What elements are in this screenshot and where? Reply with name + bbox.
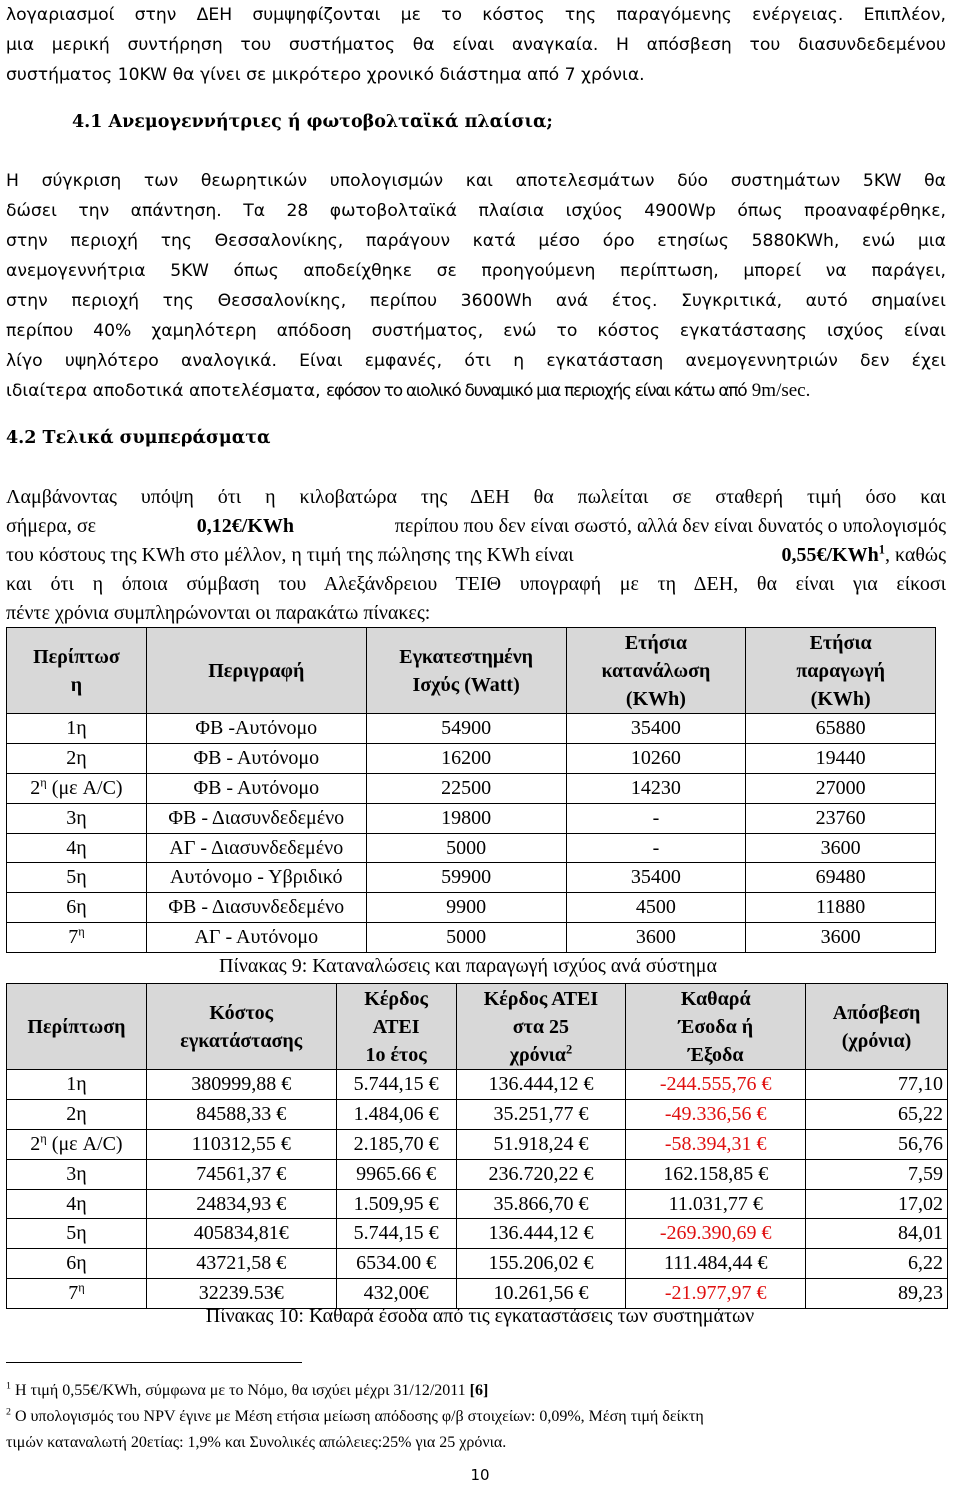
t9-power: 54900 — [366, 714, 566, 744]
table-row — [7, 1249, 948, 1279]
t10-net: 111.484,44 € — [626, 1249, 806, 1279]
t9-cons: 14230 — [566, 773, 746, 803]
table-row — [7, 1070, 948, 1100]
t9-cons: 10260 — [566, 743, 746, 773]
t9-case: 2η — [7, 743, 147, 773]
t9-power: 19800 — [366, 803, 566, 833]
table-row — [7, 1189, 948, 1219]
t10-gain1: 6534.00 € — [336, 1249, 456, 1279]
t9-power: 5000 — [366, 923, 566, 953]
t10-cost: 110312,55 € — [146, 1129, 336, 1159]
t9-cons: 35400 — [566, 863, 746, 893]
t9-case: 1η — [7, 714, 147, 744]
t10-payback: 89,23 — [806, 1279, 948, 1309]
t9-case: 3η — [7, 803, 147, 833]
t9-desc: ΦΒ -Αυτόνομο — [146, 714, 366, 744]
s41-line-6: περίπου 40% χαμηλότερη απόδοση συστήματος, ενώ το κόστος εγκατάστασης ισχύος είναι — [6, 321, 946, 341]
table-row — [7, 923, 936, 953]
s42-line-4: και ότι η όποια σύμβαση του Αλεξάνδρειου ΤΕΙΘ υπογραφή με τη ΔΕΗ, θα είναι για είκοσι — [6, 573, 946, 595]
table-9-caption: Πίνακας 9: Καταναλώσεις και παραγωγή ισχύος ανά σύστημα — [219, 955, 717, 977]
t9-desc: ΑΓ - Αυτόνομο — [146, 923, 366, 953]
t10-case: $7^\eta$ — [7, 1279, 147, 1309]
t10-case: 2η — [7, 1099, 147, 1129]
footnote-1-ref: [6] — [469, 1382, 489, 1399]
t9-prod: 3600 — [746, 833, 936, 863]
t9-prod: 65880 — [746, 714, 936, 744]
t9-prod: 69480 — [746, 863, 936, 893]
s42-line-5: πέντε χρόνια συμπληρώνονται οι παρακάτω πίνακες: — [6, 602, 431, 624]
section-42-number: 4.2 — [6, 428, 37, 448]
t10-gain25: 35.251,77 € — [456, 1099, 626, 1129]
section-42-title: Τελικά συμπεράσματα — [42, 428, 271, 448]
s41-line-5: στην περιοχή της Θεσσαλονίκης, περίπου 3600Wh ανά έτος. Συγκριτικά, αυτό σημαίνει — [6, 291, 946, 311]
t9-desc: ΦΒ - Αυτόνομο — [146, 773, 366, 803]
t10-case: $2^\eta$ (με A/C) — [7, 1129, 147, 1159]
s41-line-8b: εφόσον το αιολικό δυναμικό μια περιοχής είναι κάτω από — [326, 381, 747, 401]
t10-cost: 84588,33 € — [146, 1099, 336, 1129]
t10-gain1: 9965.66 € — [336, 1159, 456, 1189]
t10-head-payback: Απόσβεση (χρόνια) — [806, 984, 948, 1070]
t10-case: 1η — [7, 1070, 147, 1100]
t10-head-gain-1: Κέρδος ΑΤΕΙ 1ο έτος — [336, 984, 456, 1070]
t10-payback: 65,22 — [806, 1099, 948, 1129]
t9-head-consumption: Ετήσια κατανάλωση (KWh) — [566, 628, 746, 714]
t10-case: 5η — [7, 1219, 147, 1249]
section-41-title: Ανεμογεννήτριες ή φωτοβολταϊκά πλαίσια; — [108, 112, 553, 132]
table-row — [7, 1129, 948, 1159]
t10-gain25: 155.206,02 € — [456, 1249, 626, 1279]
section-42-body — [6, 483, 946, 628]
t10-payback: 77,10 — [806, 1070, 948, 1100]
s42-line-2c: περίπου που δεν είναι σωστό, αλλά δεν είναι δυνατός ο υπολογισμός — [394, 515, 946, 537]
s42-line-3 — [6, 541, 946, 570]
table-10 — [6, 983, 948, 1309]
t10-net: -58.394,31 € — [626, 1129, 806, 1159]
section-41-heading — [72, 112, 960, 132]
s41-line-2: δώσει την απάντηση. Τα 28 φωτοβολταϊκά πλαίσια ισχύος 4900Wp όπως προαναφέρθηκε, — [6, 201, 946, 221]
footnote-divider — [6, 1362, 302, 1363]
t9-cons: 35400 — [566, 714, 746, 744]
t9-head-case: Περίπτωσ η — [7, 628, 147, 714]
t10-gain25: 236.720,22 € — [456, 1159, 626, 1189]
t10-net: -244.555,76 € — [626, 1070, 806, 1100]
t10-payback: 84,01 — [806, 1219, 948, 1249]
t9-cons: - — [566, 833, 746, 863]
s41-line-8a: ιδιαίτερα αποδοτικά αποτελέσματα, — [6, 381, 321, 401]
footnote-1-mark: 1 — [6, 1380, 11, 1392]
t9-prod: 19440 — [746, 743, 936, 773]
footnote-2-mark: 2 — [6, 1406, 11, 1418]
t10-case: 6η — [7, 1249, 147, 1279]
table-row — [7, 1159, 948, 1189]
table-row — [7, 893, 936, 923]
t9-prod: 27000 — [746, 773, 936, 803]
t10-cost: 405834,81€ — [146, 1219, 336, 1249]
table-row — [7, 803, 936, 833]
s41-line-1: Η σύγκριση των θεωρητικών υπολογισμών και αποτελεσμάτων δύο συστημάτων 5KW θα — [6, 171, 946, 191]
section-41-body — [6, 166, 946, 406]
s42-line-3a: του κόστους της KWh στο μέλλον, η τιμή της πώλησης της KWh είναι — [6, 544, 574, 566]
t9-case: 6η — [7, 893, 147, 923]
s41-line-7: λίγο υψηλότερο αναλογικά. Είναι εμφανές, ότι η εγκατάσταση ανεμογεννητριών δεν έχει — [6, 351, 946, 371]
t9-prod: 23760 — [746, 803, 936, 833]
table-row — [7, 1099, 948, 1129]
t9-case: 5η — [7, 863, 147, 893]
table-row — [7, 714, 936, 744]
t10-head-cost: Κόστος εγκατάστασης — [146, 984, 336, 1070]
price-055-wrap — [782, 541, 947, 570]
t10-gain1: 2.185,70 € — [336, 1129, 456, 1159]
s41-line-4: ανεμογεννήτρια 5KW όπως αποδείχθηκε σε προηγούμενη περίπτωση, μπορεί να παράγει, — [6, 261, 946, 281]
t9-case: $7^\eta$ — [7, 923, 147, 953]
t10-gain1: 432,00€ — [336, 1279, 456, 1309]
table-row — [7, 833, 936, 863]
t9-head-power: Εγκατεστημένη Ισχύς (Watt) — [366, 628, 566, 714]
t10-payback: 6,22 — [806, 1249, 948, 1279]
t10-body — [7, 1070, 948, 1309]
t10-cost: 43721,58 € — [146, 1249, 336, 1279]
t9-desc: Αυτόνομο - Υβριδικό — [146, 863, 366, 893]
t9-cons: 3600 — [566, 923, 746, 953]
footnote-1 — [6, 1378, 946, 1404]
t9-case: 4η — [7, 833, 147, 863]
table-row — [7, 743, 936, 773]
table-row — [7, 773, 936, 803]
intro-line-1: λογαριασμοί στην ΔΕΗ συμψηφίζονται με το κόστος της παραγόμενης ενέργειας. Επιπλέον, — [6, 5, 946, 25]
t9-power: 9900 — [366, 893, 566, 923]
t9-power: 16200 — [366, 743, 566, 773]
t10-gain25: 136.444,12 € — [456, 1070, 626, 1100]
t10-gain25: 35.866,70 € — [456, 1189, 626, 1219]
t10-net: -269.390,69 € — [626, 1219, 806, 1249]
s41-line-3: στην περιοχή της Θεσσαλονίκης, παράγουν κατά μέσο όρο ετησίως 5880KWh, ενώ μια — [6, 231, 946, 251]
t10-cost: 74561,37 € — [146, 1159, 336, 1189]
t10-payback: 7,59 — [806, 1159, 948, 1189]
s41-line-8c: 9m/sec. — [751, 380, 811, 401]
t9-power: 22500 — [366, 773, 566, 803]
s41-line-8 — [6, 376, 946, 406]
t10-net: 11.031,77 € — [626, 1189, 806, 1219]
t10-head-gain-25: Κέρδος ΑΤΕΙ στα 25 χρόνια$^2$ — [456, 984, 626, 1070]
table-row — [7, 863, 936, 893]
intro-line-2: μια μερική συντήρηση του συστήματος θα είναι αναγκαία. Η απόσβεση του διασυνδεδεμένου — [6, 35, 946, 55]
t10-cost: 380999,88 € — [146, 1070, 336, 1100]
t9-prod: 3600 — [746, 923, 936, 953]
price-012: 0,12€/KWh — [196, 515, 295, 537]
intro-line-3: συστήματος 10KW θα γίνει σε μικρότερο χρονικό διάστημα από 7 χρόνια. — [6, 65, 645, 85]
t9-case: $2^\eta$ (με A/C) — [7, 773, 147, 803]
table-9 — [6, 627, 936, 953]
t9-cons: - — [566, 803, 746, 833]
t9-cons: 4500 — [566, 893, 746, 923]
t10-gain1: 1.484,06 € — [336, 1099, 456, 1129]
t10-case: 4η — [7, 1189, 147, 1219]
t9-power: 5000 — [366, 833, 566, 863]
s42-line-3c: , καθώς — [884, 544, 946, 566]
price-055: 0,55€/KWh — [781, 544, 879, 566]
t10-gain25: 136.444,12 € — [456, 1219, 626, 1249]
t10-case: 3η — [7, 1159, 147, 1189]
footnote-2-text: Ο υπολογισμός του NPV έγινε με Μέση ετήσια μείωση απόδοσης φ/β στοιχείων: 0,09%, Μέση τιμή δείκτη — [10, 1408, 704, 1425]
t10-gain25: 51.918,24 € — [456, 1129, 626, 1159]
t9-prod: 11880 — [746, 893, 936, 923]
s42-line-2a: σήμερα, σε — [6, 515, 96, 537]
section-41-number: 4.1 — [72, 112, 103, 132]
t9-desc: ΦΒ - Διασυνδεδεμένο — [146, 893, 366, 923]
t10-net: 162.158,85 € — [626, 1159, 806, 1189]
t9-desc: ΑΓ - Διασυνδεδεμένο — [146, 833, 366, 863]
t10-gain25: 10.261,56 € — [456, 1279, 626, 1309]
t9-head-production: Ετήσια παραγωγή (KWh) — [746, 628, 936, 714]
footnote-2-cont: τιμών καταναλωτή 20ετίας: 1,9% και Συνολικές απώλειες:25% για 25 χρόνια. — [6, 1434, 507, 1451]
footnote-ref-1: 1 — [878, 542, 885, 557]
footnote-1-text: Η τιμή 0,55€/KWh, σύμφωνα με το Νόμο, θα ισχύει μέχρι 31/12/2011 — [10, 1382, 470, 1399]
table-10-caption: Πίνακας 10: Καθαρά έσοδα από τις εγκαταστάσεις των συστημάτων — [205, 1305, 755, 1327]
t10-gain1: 5.744,15 € — [336, 1070, 456, 1100]
section-42-heading — [6, 428, 946, 448]
t9-body — [7, 714, 936, 953]
table-row — [7, 1219, 948, 1249]
t9-desc: ΦΒ - Αυτόνομο — [146, 743, 366, 773]
t10-net: -21.977,97 € — [626, 1279, 806, 1309]
t10-gain1: 1.509,95 € — [336, 1189, 456, 1219]
intro-paragraph — [6, 0, 946, 90]
t10-head-net: Καθαρά Έσοδα ή Έξοδα — [626, 984, 806, 1070]
t9-desc: ΦΒ - Διασυνδεδεμένο — [146, 803, 366, 833]
t10-head-case: Περίπτωση — [7, 984, 147, 1070]
t9-power: 59900 — [366, 863, 566, 893]
t9-head-desc: Περιγραφή — [146, 628, 366, 714]
t10-payback: 56,76 — [806, 1129, 948, 1159]
s42-line-1: Λαμβάνοντας υπόψη ότι η κιλοβατώρα της ΔΕΗ θα πωλείται σε σταθερή τιμή όσο και — [6, 486, 946, 508]
page-number: 10 — [470, 1466, 490, 1484]
t10-cost: 32239.53€ — [146, 1279, 336, 1309]
t10-payback: 17,02 — [806, 1189, 948, 1219]
s42-line-2 — [6, 512, 946, 541]
t10-cost: 24834,93 € — [146, 1189, 336, 1219]
t10-net: -49.336,56 € — [626, 1099, 806, 1129]
footnote-2 — [6, 1404, 946, 1430]
t10-gain1: 5.744,15 € — [336, 1219, 456, 1249]
